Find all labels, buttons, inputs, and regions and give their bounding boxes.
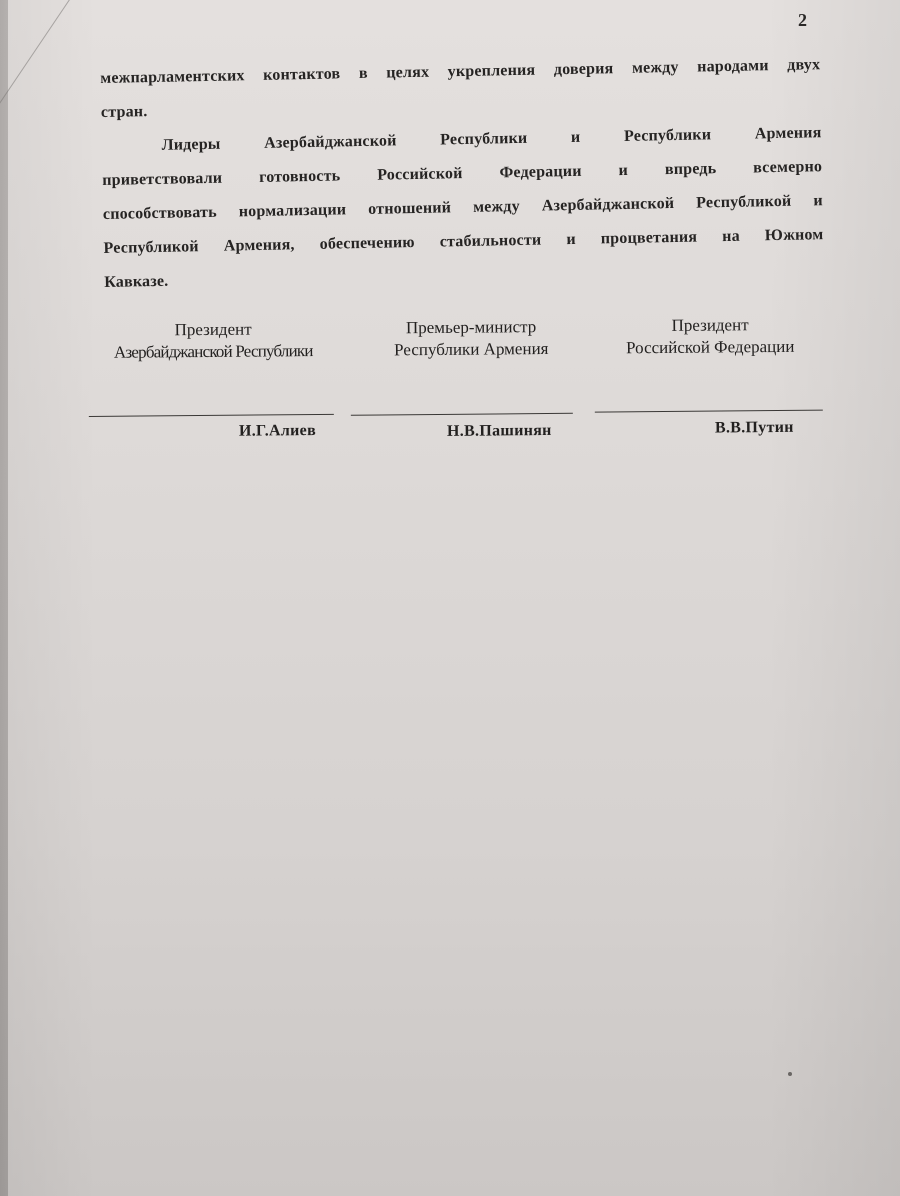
signature-line <box>595 410 823 413</box>
signatory-name: Н.В.Пашинян <box>446 421 552 440</box>
signature-line <box>351 413 573 416</box>
paragraph-line: Республикой Армения, обеспечению стабильности и процветания на Южном <box>103 226 824 257</box>
signature-block <box>88 314 829 460</box>
paragraph-line: Лидеры Азербайджанской Республики и Республики Армения <box>161 124 822 154</box>
page-fold-line <box>0 0 83 121</box>
paragraph-line: межпарламентских контактов в целях укрепления доверия между народами двух <box>100 56 821 87</box>
signatory-title-line1: Премьер-министр <box>405 317 537 338</box>
signatory-title-line1: Президент <box>174 319 252 340</box>
page-number: 2 <box>798 10 807 30</box>
paragraph-line: способствовать нормализации отношений между Азербайджанской Республикой и <box>102 192 823 223</box>
signature-line <box>89 414 334 417</box>
signatory-name: И.Г.Алиев <box>238 422 317 440</box>
paragraph-line: Кавказе. <box>104 272 169 291</box>
paragraph-line: приветствовали готовность Российской Федерации и впредь всемерно <box>102 158 823 189</box>
paper-speck <box>788 1072 792 1076</box>
signatory-title-line2: Республики Армения <box>394 338 549 360</box>
paragraph-line: стран. <box>100 103 148 121</box>
signatory-title-line2: Российской Федерации <box>626 336 795 358</box>
signatory-name: В.В.Путин <box>714 418 794 437</box>
signatory-azerbaijan <box>88 318 338 364</box>
signatory-russia <box>600 314 820 360</box>
document-page <box>8 0 900 1196</box>
document-body <box>100 48 824 300</box>
signatory-title-line2: Азербайджанской Республики <box>113 341 313 362</box>
signatory-armenia <box>356 316 586 362</box>
signatory-title-line1: Президент <box>671 315 749 335</box>
